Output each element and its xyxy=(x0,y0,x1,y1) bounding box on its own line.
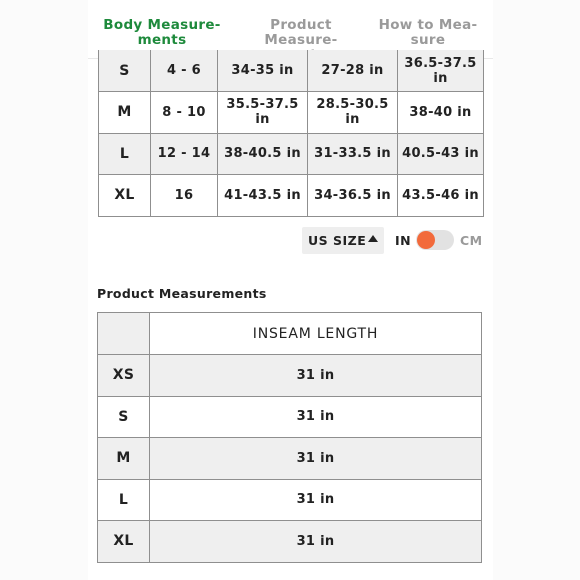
table-row xyxy=(98,521,482,563)
table-row xyxy=(99,175,484,217)
size-cell: XL xyxy=(98,521,150,563)
measurement-cell: 38-40.5 in xyxy=(218,133,308,175)
table-row xyxy=(98,438,482,480)
tab-label-line2: ments xyxy=(137,32,187,48)
table-row xyxy=(98,355,482,397)
unit-in-label[interactable]: IN xyxy=(395,233,412,248)
measurement-cell: 34-35 in xyxy=(218,50,308,92)
size-cell: M xyxy=(99,92,151,134)
unit-toggle[interactable] xyxy=(416,230,454,250)
table-header-row xyxy=(98,313,482,355)
numeric-size-cell: 4 - 6 xyxy=(151,50,218,92)
inseam-cell: 31 in xyxy=(150,479,482,521)
table-row xyxy=(98,396,482,438)
size-cell: XL xyxy=(99,175,151,217)
table-row xyxy=(99,50,484,92)
numeric-size-cell: 8 - 10 xyxy=(151,92,218,134)
unit-controls xyxy=(302,227,492,255)
inseam-cell: 31 in xyxy=(150,396,482,438)
tab-label-line1: Body Measure- xyxy=(103,17,221,33)
numeric-size-cell: 16 xyxy=(151,175,218,217)
product-measurements-table xyxy=(97,312,482,563)
inseam-cell: 31 in xyxy=(150,438,482,480)
tab-body-measurements[interactable] xyxy=(100,18,224,48)
header-corner-cell xyxy=(98,313,150,355)
numeric-size-cell: 12 - 14 xyxy=(151,133,218,175)
tab-label-line1: Product Measure- xyxy=(264,17,338,48)
size-cell: XS xyxy=(98,355,150,397)
size-guide-panel xyxy=(88,0,493,580)
measurement-cell: 36.5-37.5 in xyxy=(398,50,484,92)
measurement-cell: 35.5-37.5 in xyxy=(218,92,308,134)
table-row xyxy=(98,479,482,521)
size-cell: S xyxy=(99,50,151,92)
inseam-cell: 31 in xyxy=(150,355,482,397)
size-cell: S xyxy=(98,396,150,438)
toggle-knob xyxy=(417,231,435,249)
product-measurements-heading: Product Measurements xyxy=(97,286,267,301)
tab-label-line2: sure xyxy=(410,32,446,48)
size-cell: L xyxy=(99,133,151,175)
measurement-cell: 28.5-30.5 in xyxy=(308,92,398,134)
measurement-cell: 27-28 in xyxy=(308,50,398,92)
measurement-cell: 34-36.5 in xyxy=(308,175,398,217)
us-size-label: US SIZE xyxy=(308,233,367,248)
unit-cm-label[interactable]: CM xyxy=(460,233,483,248)
tab-label-line1: How to Mea- xyxy=(378,17,478,33)
inseam-cell: 31 in xyxy=(150,521,482,563)
measurement-cell: 43.5-46 in xyxy=(398,175,484,217)
caret-up-icon xyxy=(368,235,378,242)
measurement-cell: 41-43.5 in xyxy=(218,175,308,217)
tab-how-to-measure[interactable] xyxy=(376,18,480,48)
table-row xyxy=(99,92,484,134)
size-cell: M xyxy=(98,438,150,480)
measurement-cell: 38-40 in xyxy=(398,92,484,134)
size-cell: L xyxy=(98,479,150,521)
inseam-length-header: INSEAM LENGTH xyxy=(150,313,482,355)
table-row xyxy=(99,133,484,175)
us-size-dropdown[interactable] xyxy=(302,227,384,254)
body-measurements-table xyxy=(98,50,484,217)
measurement-cell: 31-33.5 in xyxy=(308,133,398,175)
measurement-cell: 40.5-43 in xyxy=(398,133,484,175)
